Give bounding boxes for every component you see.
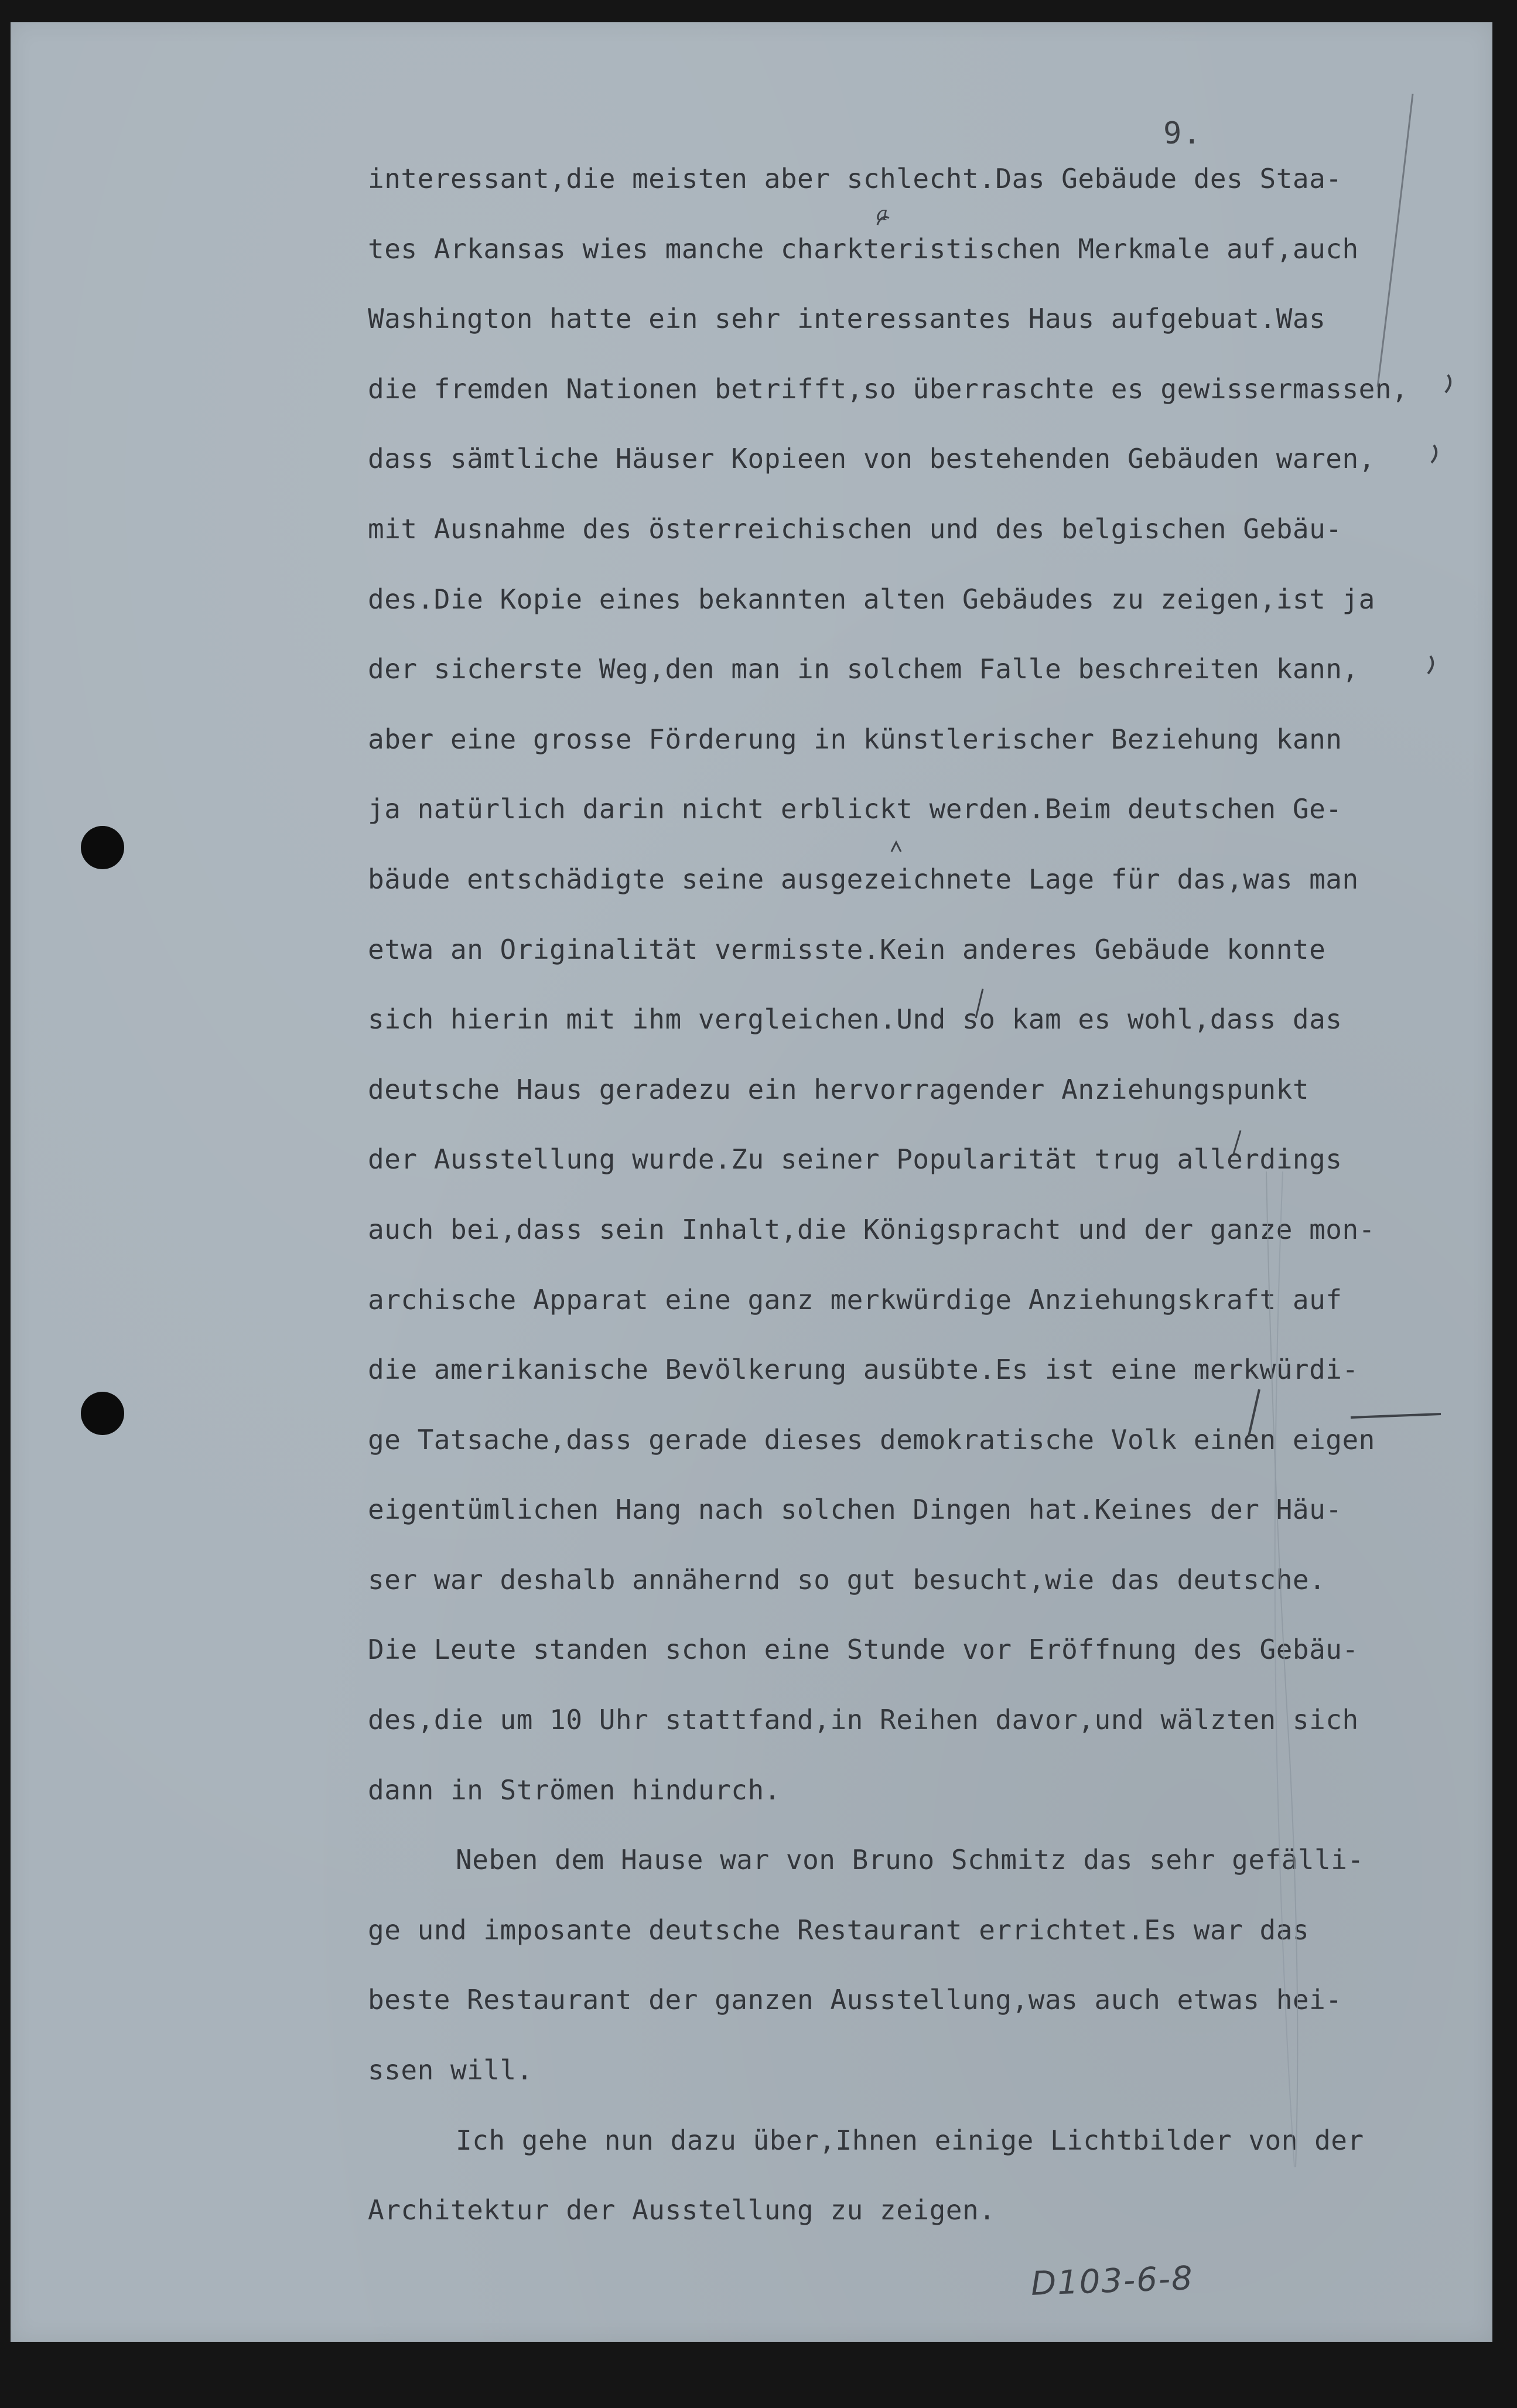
punch-hole-bottom — [81, 1392, 124, 1435]
typescript-line: des.Die Kopie eines bekannten alten Gebäudes zu zeigen,ist ja — [368, 583, 1375, 615]
page-number: 9. — [1163, 116, 1202, 151]
archive-id: D103-6-8 — [1030, 2259, 1194, 2303]
typescript-line: interessant,die meisten aber schlecht.Das Gebäude des Staa- — [368, 163, 1342, 194]
typescript-line: ser war deshalb annähernd so gut besucht,wie das deutsche. — [368, 1563, 1326, 1596]
typescript-line: der sicherste Weg,den man in solchem Falle beschreiten kann, — [368, 653, 1359, 685]
typescript-body — [368, 144, 1457, 2246]
typescript-line: ge Tatsache,dass gerade dieses demokratische Volk einen eigen — [368, 1423, 1375, 1456]
typescript-line: die fremden Nationen betrifft,so überraschte es gewissermassen, — [368, 373, 1409, 405]
typescript-line: aber eine grosse Förderung in künstlerischer Beziehung kann — [368, 723, 1342, 755]
pencil-inserted-letter: a — [876, 202, 889, 226]
typescript-line: auch bei,dass sein Inhalt,die Königspracht und der ganze mon- — [368, 1213, 1375, 1245]
typescript-line: tes Arkansas wies manche charkteristischen Merkmale auf,auch — [368, 233, 1359, 265]
typescript-line: bäude entschädigte seine ausgezeichnete Lage für das,was man — [368, 863, 1359, 895]
typescript-line: dann in Strömen hindurch. — [368, 1774, 781, 1806]
typescript-line: Ich gehe nun dazu über,Ihnen einige Lichtbilder von der — [456, 2124, 1364, 2156]
typescript-line: eigentümlichen Hang nach solchen Dingen hat.Keines der Häu- — [368, 1494, 1342, 1526]
typescript-line: Architektur der Ausstellung zu zeigen. — [368, 2194, 996, 2226]
typescript-line: der Ausstellung wurde.Zu seiner Popularität trug allerdings — [368, 1143, 1342, 1176]
typescript-line: sich hierin mit ihm vergleichen.Und so kam es wohl,dass das — [368, 1003, 1342, 1036]
typescript-line: dass sämtliche Häuser Kopieen von bestehenden Gebäuden waren, — [368, 443, 1375, 475]
typescript-line: ge und imposante deutsche Restaurant errichtet.Es war das — [368, 1914, 1310, 1946]
typescript-line: ssen will. — [368, 2054, 533, 2086]
typescript-line: etwa an Originalität vermisste.Kein anderes Gebäude konnte — [368, 933, 1326, 965]
typescript-line: Neben dem Hause war von Bruno Schmitz das sehr gefälli- — [456, 1844, 1364, 1876]
typescript-line: deutsche Haus geradezu ein hervorragender Anziehungspunkt — [368, 1073, 1310, 1105]
typescript-line: archische Apparat eine ganz merkwürdige Anziehungskraft auf — [368, 1283, 1342, 1316]
typescript-line: die amerikanische Bevölkerung ausübte.Es ist eine merkwürdi- — [368, 1354, 1359, 1386]
typescript-line: Die Leute standen schon eine Stunde vor Eröffnung des Gebäu- — [368, 1634, 1359, 1666]
punch-hole-top — [81, 826, 124, 869]
typescript-line: mit Ausnahme des österreichischen und des belgischen Gebäu- — [368, 513, 1342, 545]
typescript-line: beste Restaurant der ganzen Ausstellung,was auch etwas hei- — [368, 1984, 1342, 2016]
typescript-line: ja natürlich darin nicht erblickt werden.Beim deutschen Ge- — [368, 793, 1342, 825]
typescript-line: des,die um 10 Uhr stattfand,in Reihen davor,und wälzten sich — [368, 1704, 1359, 1736]
typescript-line: Washington hatte ein sehr interessantes Haus aufgebuat.Was — [368, 303, 1326, 335]
